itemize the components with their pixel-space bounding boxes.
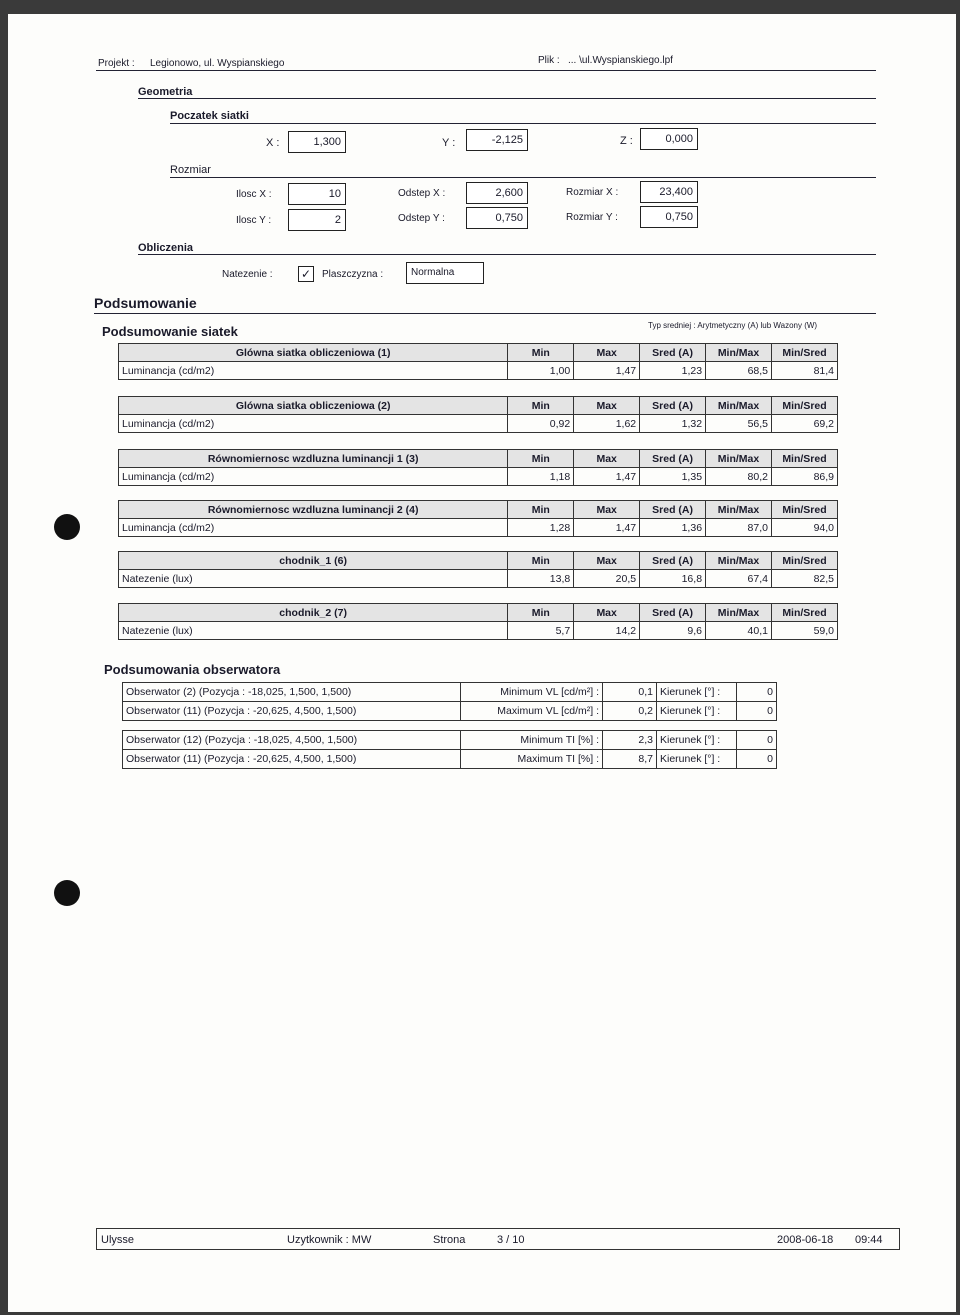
quantity-label: Luminancja (cd/m2) — [119, 468, 508, 486]
grid-value: 59,0 — [771, 622, 837, 640]
observer-metric: Minimum TI [%] : — [461, 731, 603, 750]
column-header: Min — [508, 604, 574, 622]
odstep-y-label: Odstep Y : — [398, 213, 445, 224]
column-header: Max — [574, 344, 640, 362]
grid-value: 94,0 — [771, 519, 837, 537]
direction-value: 0 — [737, 683, 777, 702]
geometria-title: Geometria — [138, 86, 193, 98]
column-header: Sred (A) — [640, 604, 706, 622]
observer-position: Obserwator (11) (Pozycja : -20,625, 4,500, 1,500) — [123, 702, 461, 721]
grid-value: 81,4 — [772, 362, 838, 380]
grid-value: 1,23 — [640, 362, 706, 380]
column-header: Max — [574, 501, 640, 519]
grid-value: 1,47 — [574, 362, 640, 380]
observer-table — [122, 682, 777, 721]
ilosc-x-field: 10 — [288, 183, 346, 205]
grid-summary-table — [118, 551, 838, 588]
observer-value: 8,7 — [603, 750, 657, 769]
natezenie-label: Natezenie : — [222, 269, 273, 280]
plaszczyzna-label: Plaszczyzna : — [322, 269, 384, 280]
x-label: X : — [266, 137, 280, 149]
grid-summary-table — [118, 396, 838, 433]
observer-value: 0,1 — [603, 683, 657, 702]
odstep-x-field: 2,600 — [466, 182, 528, 204]
direction-label: Kierunek [°] : — [657, 731, 737, 750]
grid-value: 67,4 — [706, 570, 772, 588]
grid-value: 87,0 — [706, 519, 772, 537]
column-header: Min/Max — [706, 344, 772, 362]
column-header: Min/Max — [706, 501, 772, 519]
file-name: ... \ul.Wyspianskiego.lpf — [568, 55, 673, 66]
observers-title: Podsumowania obserwatora — [104, 662, 281, 677]
grid-value: 56,5 — [706, 415, 772, 433]
column-header: Min — [508, 450, 574, 468]
section-rule — [170, 123, 876, 124]
rozmiar-y-field: 0,750 — [640, 206, 698, 228]
observer-table — [122, 730, 777, 769]
grid-value: 13,8 — [508, 570, 574, 588]
grid-value: 1,47 — [574, 519, 640, 537]
grid-name: chodnik_1 (6) — [119, 552, 508, 570]
column-header: Min — [508, 501, 574, 519]
natezenie-checkbox-checked: ✓ — [298, 266, 314, 282]
grid-value: 86,9 — [771, 468, 837, 486]
column-header: Min/Sred — [771, 450, 837, 468]
footer-time: 09:44 — [855, 1234, 883, 1246]
grid-value: 1,35 — [640, 468, 706, 486]
column-header: Min — [508, 397, 574, 415]
column-header: Min/Max — [706, 450, 772, 468]
grid-value: 1,18 — [508, 468, 574, 486]
observer-metric: Maximum TI [%] : — [461, 750, 603, 769]
column-header: Min/Max — [706, 397, 772, 415]
grid-name: chodnik_2 (7) — [119, 604, 508, 622]
column-header: Min/Sred — [771, 501, 837, 519]
grid-value: 1,32 — [640, 415, 706, 433]
grid-value: 1,62 — [574, 415, 640, 433]
grid-name: Glówna siatka obliczeniowa (1) — [119, 344, 508, 362]
footer-date: 2008-06-18 — [777, 1234, 834, 1246]
z-field: 0,000 — [640, 128, 698, 150]
grid-summary-table — [118, 603, 838, 640]
grid-value: 0,92 — [508, 415, 574, 433]
direction-value: 0 — [737, 750, 777, 769]
grid-summary-table — [118, 449, 838, 486]
grid-name: Równomiernosc wzdluzna luminancji 1 (3) — [119, 450, 508, 468]
column-header: Sred (A) — [640, 397, 706, 415]
observer-position: Obserwator (11) (Pozycja : -20,625, 4,500, 1,500) — [123, 750, 461, 769]
grid-value: 9,6 — [640, 622, 706, 640]
grid-value: 68,5 — [706, 362, 772, 380]
grid-value: 20,5 — [574, 570, 640, 588]
grid-name: Glówna siatka obliczeniowa (2) — [119, 397, 508, 415]
direction-value: 0 — [737, 702, 777, 721]
section-rule — [138, 254, 876, 255]
grid-value: 40,1 — [706, 622, 772, 640]
observer-value: 2,3 — [603, 731, 657, 750]
rozmiar-x-field: 23,400 — [640, 181, 698, 203]
y-label: Y : — [442, 137, 456, 149]
summary-title: Podsumowanie — [94, 295, 197, 311]
section-rule — [138, 98, 876, 99]
quantity-label: Natezenie (lux) — [119, 570, 508, 588]
rozmiar-y-label: Rozmiar Y : — [566, 212, 618, 223]
punch-hole — [54, 880, 80, 906]
grid-value: 14,2 — [574, 622, 640, 640]
plaszczyzna-field: Normalna — [406, 262, 484, 284]
column-header: Min/Max — [706, 552, 772, 570]
project-label: Projekt : — [98, 58, 135, 69]
direction-label: Kierunek [°] : — [657, 683, 737, 702]
odstep-y-field: 0,750 — [466, 207, 528, 229]
quantity-label: Natezenie (lux) — [119, 622, 508, 640]
direction-label: Kierunek [°] : — [657, 702, 737, 721]
observer-position: Obserwator (2) (Pozycja : -18,025, 1,500, 1,500) — [123, 683, 461, 702]
grid-value: 1,28 — [508, 519, 574, 537]
rozmiar-x-label: Rozmiar X : — [566, 187, 619, 198]
grid-value: 1,47 — [574, 468, 640, 486]
column-header: Min/Sred — [771, 552, 837, 570]
grid-name: Równomiernosc wzdluzna luminancji 2 (4) — [119, 501, 508, 519]
column-header: Min — [508, 344, 574, 362]
grids-summary-title: Podsumowanie siatek — [102, 324, 238, 339]
quantity-label: Luminancja (cd/m2) — [119, 519, 508, 537]
page-footer — [96, 1228, 900, 1250]
grid-value: 16,8 — [640, 570, 706, 588]
column-header: Max — [574, 604, 640, 622]
punch-hole — [54, 514, 80, 540]
grid-summary-table — [118, 343, 838, 380]
obliczenia-title: Obliczenia — [138, 242, 194, 254]
observer-value: 0,2 — [603, 702, 657, 721]
project-name: Legionowo, ul. Wyspianskiego — [150, 58, 285, 69]
ilosc-y-label: Ilosc Y : — [236, 215, 272, 226]
footer-page-number: 3 / 10 — [497, 1234, 525, 1246]
direction-value: 0 — [737, 731, 777, 750]
footer-user: Uzytkownik : MW — [287, 1234, 372, 1246]
column-header: Min/Sred — [772, 344, 838, 362]
scan-border — [0, 0, 960, 14]
column-header: Max — [574, 397, 640, 415]
observer-position: Obserwator (12) (Pozycja : -18,025, 4,500, 1,500) — [123, 731, 461, 750]
column-header: Max — [574, 552, 640, 570]
header-rule — [96, 70, 876, 71]
column-header: Sred (A) — [640, 552, 706, 570]
grid-value: 1,00 — [508, 362, 574, 380]
grid-summary-table — [118, 500, 838, 537]
footer-page-label: Strona — [433, 1234, 466, 1246]
grid-value: 5,7 — [508, 622, 574, 640]
column-header: Sred (A) — [640, 501, 706, 519]
z-label: Z : — [620, 135, 633, 147]
column-header: Min — [508, 552, 574, 570]
column-header: Sred (A) — [640, 450, 706, 468]
x-field: 1,300 — [288, 131, 346, 153]
quantity-label: Luminancja (cd/m2) — [119, 362, 508, 380]
grid-value: 1,36 — [640, 519, 706, 537]
file-label: Plik : — [538, 55, 560, 66]
column-header: Max — [574, 450, 640, 468]
observer-metric: Minimum VL [cd/m²] : — [461, 683, 603, 702]
observer-metric: Maximum VL [cd/m²] : — [461, 702, 603, 721]
section-rule — [94, 313, 876, 314]
grid-value: 69,2 — [772, 415, 838, 433]
ilosc-x-label: Ilosc X : — [236, 189, 272, 200]
footer-app: Ulysse — [101, 1234, 135, 1246]
column-header: Min/Sred — [771, 604, 837, 622]
grid-value: 82,5 — [771, 570, 837, 588]
column-header: Min/Sred — [772, 397, 838, 415]
ilosc-y-field: 2 — [288, 209, 346, 231]
section-rule — [170, 177, 876, 178]
average-type-note: Typ sredniej : Arytmetyczny (A) lub Wazony (W) — [648, 321, 818, 330]
quantity-label: Luminancja (cd/m2) — [119, 415, 508, 433]
y-field: -2,125 — [466, 129, 528, 151]
odstep-x-label: Odstep X : — [398, 188, 446, 199]
grid-value: 80,2 — [706, 468, 772, 486]
size-title: Rozmiar — [170, 164, 211, 176]
grid-start-title: Poczatek siatki — [170, 110, 249, 122]
direction-label: Kierunek [°] : — [657, 750, 737, 769]
column-header: Sred (A) — [640, 344, 706, 362]
column-header: Min/Max — [706, 604, 772, 622]
